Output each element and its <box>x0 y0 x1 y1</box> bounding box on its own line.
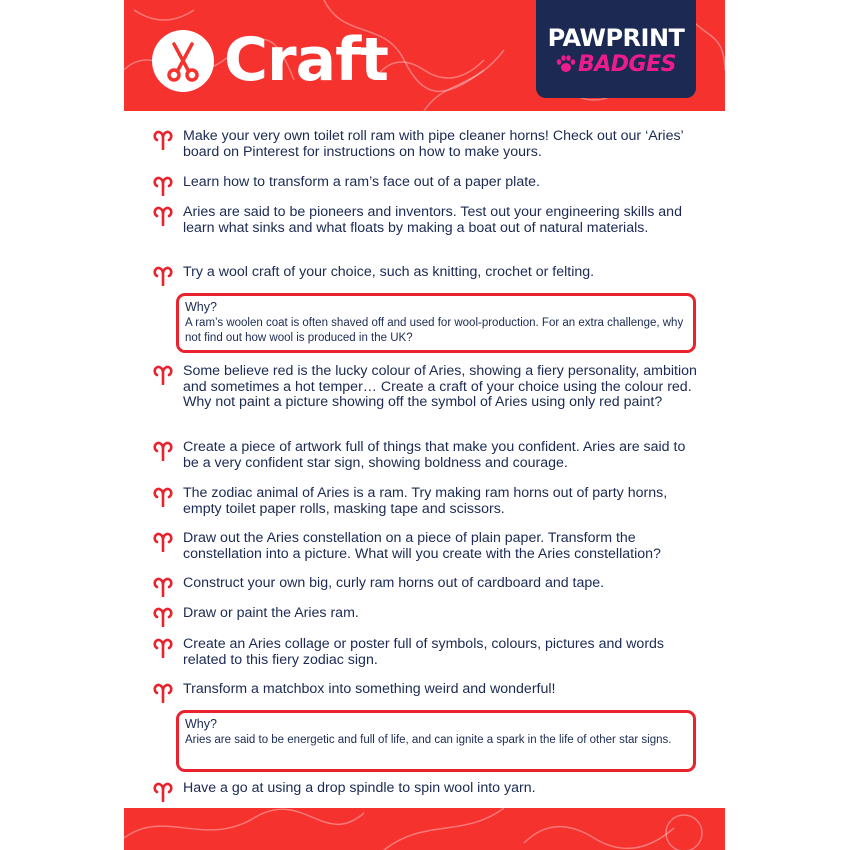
aries-symbol-icon <box>152 487 174 507</box>
page-title: Craft <box>224 25 388 95</box>
aries-symbol-icon <box>152 607 174 627</box>
activity-text: Aries are said to be pioneers and inventors. Test out your engineering skills and learn what sinks and what floats by making a boat out of natural materials. <box>183 204 682 236</box>
activity-list <box>124 0 725 850</box>
aries-symbol-icon <box>152 176 174 196</box>
worksheet-page <box>124 0 725 850</box>
activity-text: Learn how to transform a ram’s face out of a paper plate. <box>183 174 540 190</box>
aries-symbol-icon <box>152 638 174 658</box>
brand-badges-text: BADGES <box>578 52 676 77</box>
activity-text: Create a piece of artwork full of things that make you confident. Aries are said to be a very confident star sign, showing boldness and courage. <box>183 439 686 471</box>
activity-text: The zodiac animal of Aries is a ram. Try making ram horns out of party horns, empty toilet paper rolls, masking tape and scissors. <box>183 485 668 517</box>
aries-symbol-icon <box>152 130 174 150</box>
why-label: Why? <box>185 717 217 731</box>
why-text: Aries are said to be energetic and full of life, and can ignite a spark in the life of other star signs. <box>185 734 672 746</box>
activity-text: Some believe red is the lucky colour of Aries, showing a fiery personality, ambition and sometimes a hot temper… Create a craft of your choice using the colour red. Why not paint a picture showing off the symbol of Aries using only red paint? <box>183 363 697 410</box>
aries-symbol-icon <box>152 266 174 286</box>
activity-text: Draw out the Aries constellation on a piece of plain paper. Transform the constellation into a picture. What will you create with the Aries constellation? <box>183 530 661 562</box>
why-box <box>176 710 696 772</box>
aries-symbol-icon <box>152 782 174 802</box>
activity-text: Try a wool craft of your choice, such as knitting, crochet or felting. <box>183 264 595 280</box>
aries-symbol-icon <box>152 683 174 703</box>
aries-symbol-icon <box>152 441 174 461</box>
aries-symbol-icon <box>152 365 174 385</box>
brand-name-line1: PAWPRINT <box>547 24 685 52</box>
why-box <box>176 293 696 353</box>
footer-pattern-decoration <box>124 808 725 850</box>
aries-symbol-icon <box>152 577 174 597</box>
activity-text: Construct your own big, curly ram horns out of cardboard and tape. <box>183 575 605 591</box>
activity-text: Make your very own toilet roll ram with pipe cleaner horns! Check out our ‘Aries’ board on Pinterest for instructions on how to make yours. <box>183 128 684 160</box>
aries-symbol-icon <box>152 206 174 226</box>
activity-text: Transform a matchbox into something weird and wonderful! <box>183 681 556 697</box>
why-label: Why? <box>185 300 217 314</box>
activity-text: Have a go at using a drop spindle to spin wool into yarn. <box>183 780 536 796</box>
footer-banner <box>124 808 725 850</box>
aries-symbol-icon <box>152 532 174 552</box>
why-text: A ram’s woolen coat is often shaved off and used for wool-production. For an extra challenge, why not find out how wool is produced in the UK? <box>185 317 684 344</box>
activity-text: Create an Aries collage or poster full of symbols, colours, pictures and words related to this fiery zodiac sign. <box>183 636 665 668</box>
activity-text: Draw or paint the Aries ram. <box>183 605 359 621</box>
